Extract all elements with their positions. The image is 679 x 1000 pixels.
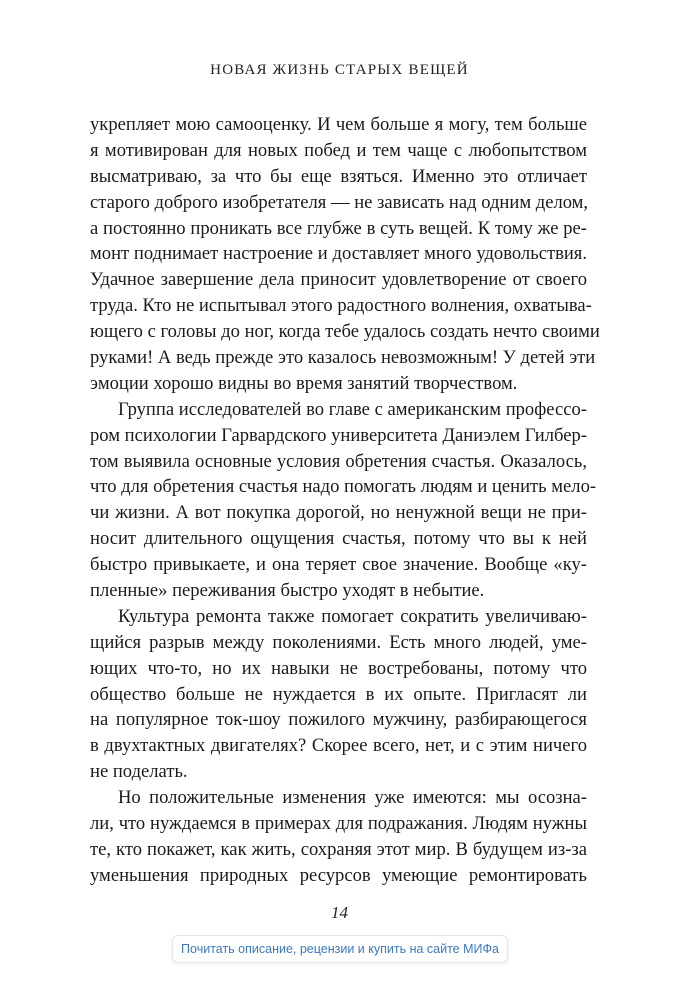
text-line: ром психологии Гарвардского университета Даниэлем Гилбер- [90,424,587,446]
body-text [90,112,600,889]
text-line: руками! А ведь прежде это казалось невозможным! У детей эти [90,347,596,369]
text-line: Но положительные изменения уже имеются: мы осозна- [118,787,587,809]
text-line: ющего с головы до ног, когда тебе удалось создать нечто своими [90,321,600,343]
text-line: на популярное ток-шоу пожилого мужчину, разбирающегося [90,709,587,731]
text-line: я мотивирован для новых побед и тем чаще с любопытством [90,139,587,161]
text-line: монт поднимает настроение и доставляет много удовольствия. [90,243,587,265]
paragraph [90,604,587,785]
text-line: старого доброго изобретателя — не зависать над одним делом, [90,191,589,213]
text-line: а постоянно проникать все глубже в суть вещей. К тому же ре- [90,217,587,239]
text-line: ющих что-то, но их навыки не востребованы, потому что [90,657,587,679]
text-line: в двухтактных двигателях? Скорее всего, нет, и с этим ничего [90,735,587,757]
text-line: общество больше не нуждается в их опыте. Пригласят ли [90,683,587,705]
paragraph [90,397,597,604]
page-number: 14 [331,903,348,922]
text-line: уменьшения природных ресурсов умеющие ремонтировать [90,864,587,886]
text-line: эмоции хорошо видны во время занятий творчеством. [90,372,518,394]
text-line: Группа исследователей во главе с американским профессо- [118,398,587,420]
text-line: Культура ремонта также помогает сократить увеличиваю- [118,605,587,627]
paragraph [90,785,587,889]
text-line: что для обретения счастья надо помогать людям и ценить мело- [90,476,597,498]
text-line: том выявила основные условия обретения счастья. Оказалось, [90,450,587,472]
text-line: носит длительного ощущения счастья, потому что вы к ней [90,528,587,550]
text-line: труда. Кто не испытывал этого радостного волнения, охватыва- [90,295,592,317]
paragraph [90,112,600,397]
text-line: высматриваю, за что бы еще взяться. Именно это отличает [90,165,587,187]
text-line: ли, что нуждаемся в примерах для подражания. Людям нужны [90,813,587,835]
text-line: не поделать. [90,761,188,783]
running-head: НОВАЯ ЖИЗНЬ СТАРЫХ ВЕЩЕЙ [210,62,469,78]
text-line: пленные» переживания быстро уходят в небытие. [90,580,485,602]
text-line: укрепляет мою самооценку. И чем больше я могу, тем больше [90,114,587,135]
text-line: быстро привыкаете, и она теряет свое значение. Вообще «ку- [90,554,587,576]
promo-link[interactable]: Почитать описание, рецензии и купить на сайте МИФа [172,935,508,963]
text-line: чи жизни. А вот покупка дорогой, но ненужной вещи не при- [90,502,587,524]
text-line: Удачное завершение дела приносит удовлетворение от своего [90,269,587,291]
text-line: те, кто покажет, как жить, сохраняя этот мир. В будущем из-за [90,838,587,860]
text-line: щийся разрыв между поколениями. Есть много людей, уме- [90,631,587,653]
